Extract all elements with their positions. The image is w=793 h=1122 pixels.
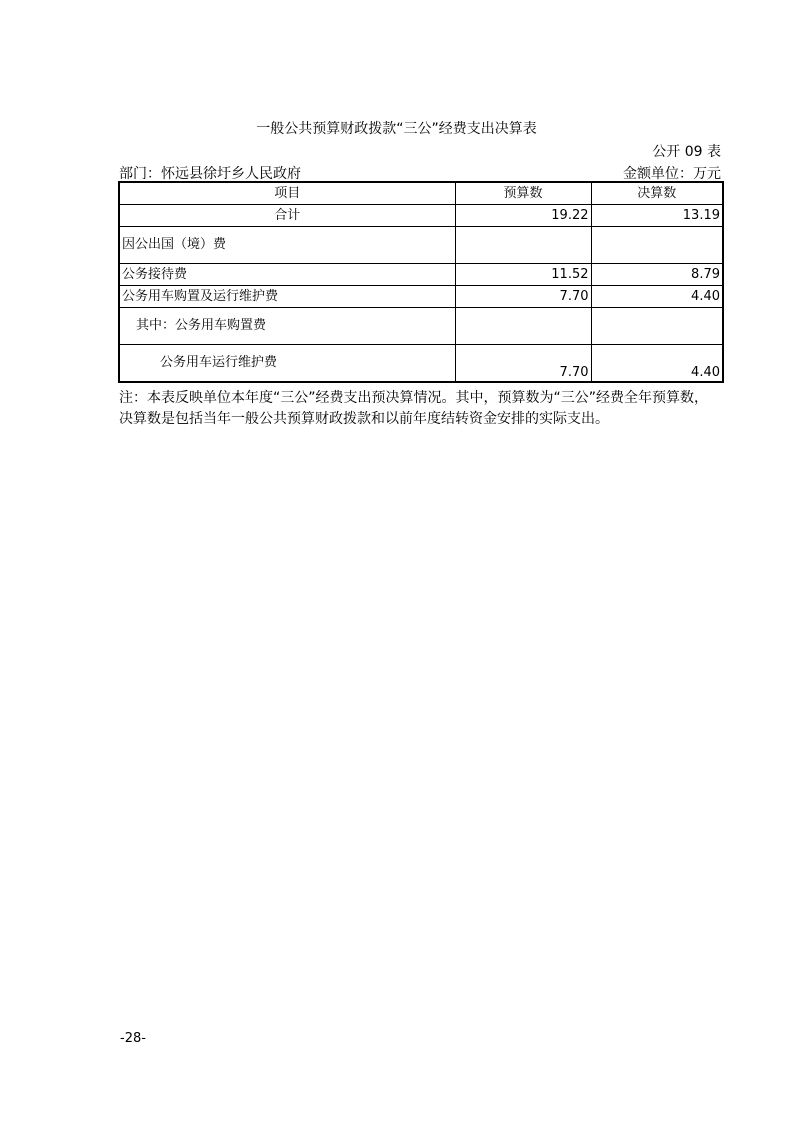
row-final: 4.40 bbox=[591, 285, 723, 307]
table-row bbox=[119, 307, 723, 344]
row-final: 4.40 bbox=[591, 344, 723, 382]
row-label: 公务接待费 bbox=[119, 263, 455, 285]
table-header-row bbox=[119, 182, 723, 204]
row-label: 公务用车购置及运行维护费 bbox=[119, 285, 455, 307]
row-budget: 7.70 bbox=[455, 285, 591, 307]
table-row bbox=[119, 285, 723, 307]
row-final: 8.79 bbox=[591, 263, 723, 285]
amount-unit-label: 金额单位：万元 bbox=[623, 166, 721, 182]
table-row bbox=[119, 344, 723, 382]
header-final: 决算数 bbox=[591, 182, 723, 204]
table-row bbox=[119, 226, 723, 263]
header-budget: 预算数 bbox=[455, 182, 591, 204]
row-budget: 19.22 bbox=[455, 204, 591, 226]
row-label: 公务用车运行维护费 bbox=[119, 344, 455, 382]
row-budget: 7.70 bbox=[455, 344, 591, 382]
row-budget bbox=[455, 307, 591, 344]
row-final bbox=[591, 226, 723, 263]
row-final bbox=[591, 307, 723, 344]
row-final: 13.19 bbox=[591, 204, 723, 226]
row-label: 因公出国（境）费 bbox=[119, 226, 455, 263]
row-label: 其中：公务用车购置费 bbox=[119, 307, 455, 344]
header-item: 项目 bbox=[119, 182, 455, 204]
row-budget bbox=[455, 226, 591, 263]
document-title: 一般公共预算财政拨款“三公”经费支出决算表 bbox=[256, 121, 537, 137]
form-number: 公开 09 表 bbox=[652, 144, 721, 160]
row-budget: 11.52 bbox=[455, 263, 591, 285]
table-row bbox=[119, 204, 723, 226]
expenditure-table bbox=[118, 181, 724, 383]
table-note: 注：本表反映单位本年度“三公”经费支出预决算情况。其中，预算数为“三公”经费全年预算数，决算数是包括当年一般公共预算财政拨款和以前年度结转资金安排的实际支出。 bbox=[119, 390, 709, 427]
row-label: 合计 bbox=[119, 204, 455, 226]
table-row bbox=[119, 263, 723, 285]
department-label: 部门：怀远县徐圩乡人民政府 bbox=[119, 166, 301, 182]
page-number: -28- bbox=[120, 1031, 146, 1046]
